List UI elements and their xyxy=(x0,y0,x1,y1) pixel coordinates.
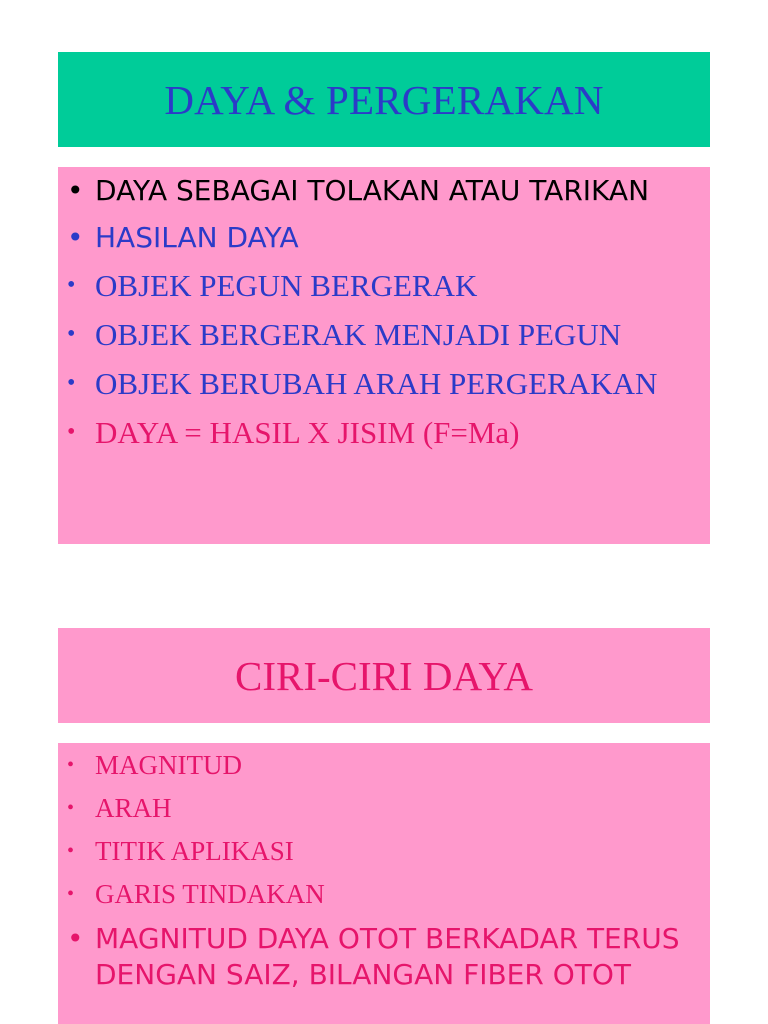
bullet-icon: • xyxy=(67,272,76,298)
bullet-icon: • xyxy=(67,883,75,905)
list-item-text: TITIK APLIKASI xyxy=(95,836,294,866)
list-item xyxy=(58,749,710,781)
list-item xyxy=(58,414,710,451)
slide1-bullet-list xyxy=(58,173,710,451)
list-item xyxy=(58,220,710,255)
bullet-icon: • xyxy=(67,419,76,445)
slide2-title-banner xyxy=(58,628,710,723)
list-item-text: OBJEK BERGERAK MENJADI PEGUN xyxy=(95,317,622,352)
list-item xyxy=(58,267,710,304)
list-item xyxy=(58,365,710,402)
list-item-text: DAYA = HASIL X JISIM (F=Ma) xyxy=(95,415,520,450)
list-item xyxy=(58,173,710,208)
bullet-icon: • xyxy=(67,321,76,347)
list-item xyxy=(58,878,710,910)
list-item xyxy=(58,835,710,867)
slide1-title: DAYA & PERGERAKAN xyxy=(164,76,604,123)
list-item-text: HASILAN DAYA xyxy=(95,221,299,254)
list-item-text: OBJEK PEGUN BERGERAK xyxy=(95,268,478,303)
slide1-title-banner xyxy=(58,52,710,147)
slide2-bullet-list xyxy=(58,749,710,993)
bullet-icon: • xyxy=(67,754,75,776)
list-item-text: GARIS TINDAKAN xyxy=(95,879,325,909)
slide1-bullet-panel xyxy=(58,167,710,544)
list-item-text: DAYA SEBAGAI TOLAKAN ATAU TARIKAN xyxy=(95,174,650,207)
bullet-icon: • xyxy=(67,797,75,819)
bullet-icon: • xyxy=(67,174,84,207)
bullet-icon: • xyxy=(67,370,76,396)
bullet-icon: • xyxy=(67,221,84,254)
slide2-title: CIRI-CIRI DAYA xyxy=(234,652,534,699)
list-item-text: MAGNITUD DAYA OTOT BERKADAR TERUS DENGAN SAIZ, BILANGAN FIBER OTOT xyxy=(95,922,680,991)
list-item-text: OBJEK BERUBAH ARAH PERGERAKAN xyxy=(95,366,658,401)
bullet-icon: • xyxy=(67,840,75,862)
list-item xyxy=(58,316,710,353)
list-item-text: ARAH xyxy=(95,793,172,823)
list-item-text: MAGNITUD xyxy=(95,750,242,780)
slide2-bullet-panel xyxy=(58,743,710,1024)
list-item xyxy=(58,921,710,993)
list-item xyxy=(58,792,710,824)
bullet-icon: • xyxy=(67,922,84,955)
